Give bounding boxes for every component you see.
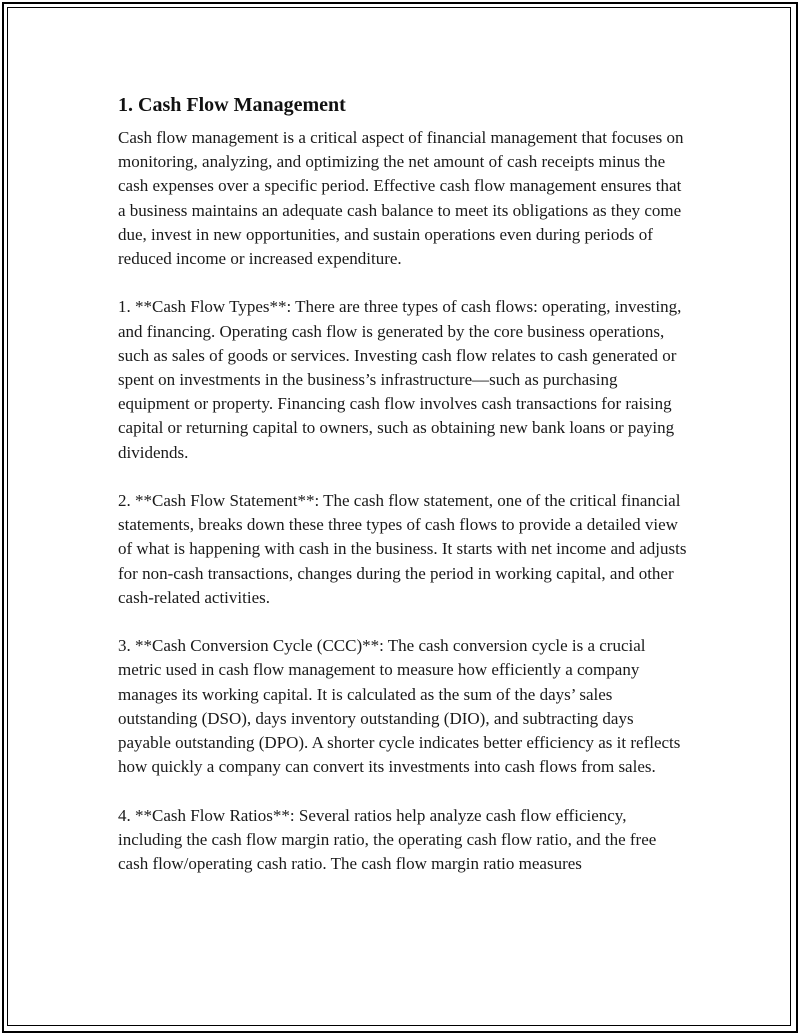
cash-conversion-cycle-paragraph: 3. **Cash Conversion Cycle (CCC)**: The cash conversion cycle is a crucial metric used in cash flow management to measure how efficiently a company manages its working capital. It is calculated as the sum of the days’ sales outstanding (DSO), days inventory outstanding (DIO), and subtracting days payable outstanding (DPO). A shorter cycle indicates better efficiency as it reflects how quickly a company can convert its investments into cash flows from sales. [118,636,681,777]
cash-flow-statement-paragraph: 2. **Cash Flow Statement**: The cash flow statement, one of the critical financial statements, breaks down these three types of cash flows to provide a detailed view of what is happening with cash in the business. It starts with net income and adjusts for non-cash transactions, changes during the period in working capital, and other cash-related activities. [118,491,687,607]
cash-flow-types-paragraph: 1. **Cash Flow Types**: There are three types of cash flows: operating, investing, and financing. Operating cash flow is generated by the core business operations, such as sales of goods or services. Investing cash flow relates to cash generated or spent on investments in the business’s infrastructure—such as purchasing equipment or property. Financing cash flow involves cash transactions for raising capital or returning capital to owners, such as obtaining new bank loans or paying dividends. [118,297,682,462]
cash-flow-ratios-paragraph: 4. **Cash Flow Ratios**: Several ratios help analyze cash flow efficiency, including the cash flow margin ratio, the operating cash flow ratio, and the free cash flow/operating cash ratio. The cash flow margin ratio measures [118,805,657,874]
document-body [118,92,688,900]
intro-paragraph: Cash flow management is a critical aspect of financial management that focuses on monitoring, analyzing, and optimizing the net amount of cash receipts minus the cash expenses over a specific period. Effective cash flow management ensures that a business maintains an adequate cash balance to meet its obligations as they come due, invest in new opportunities, and sustain operations even during periods of reduced income or increased expenditure. [118,128,684,269]
section-heading: 1. Cash Flow Management [118,94,346,116]
